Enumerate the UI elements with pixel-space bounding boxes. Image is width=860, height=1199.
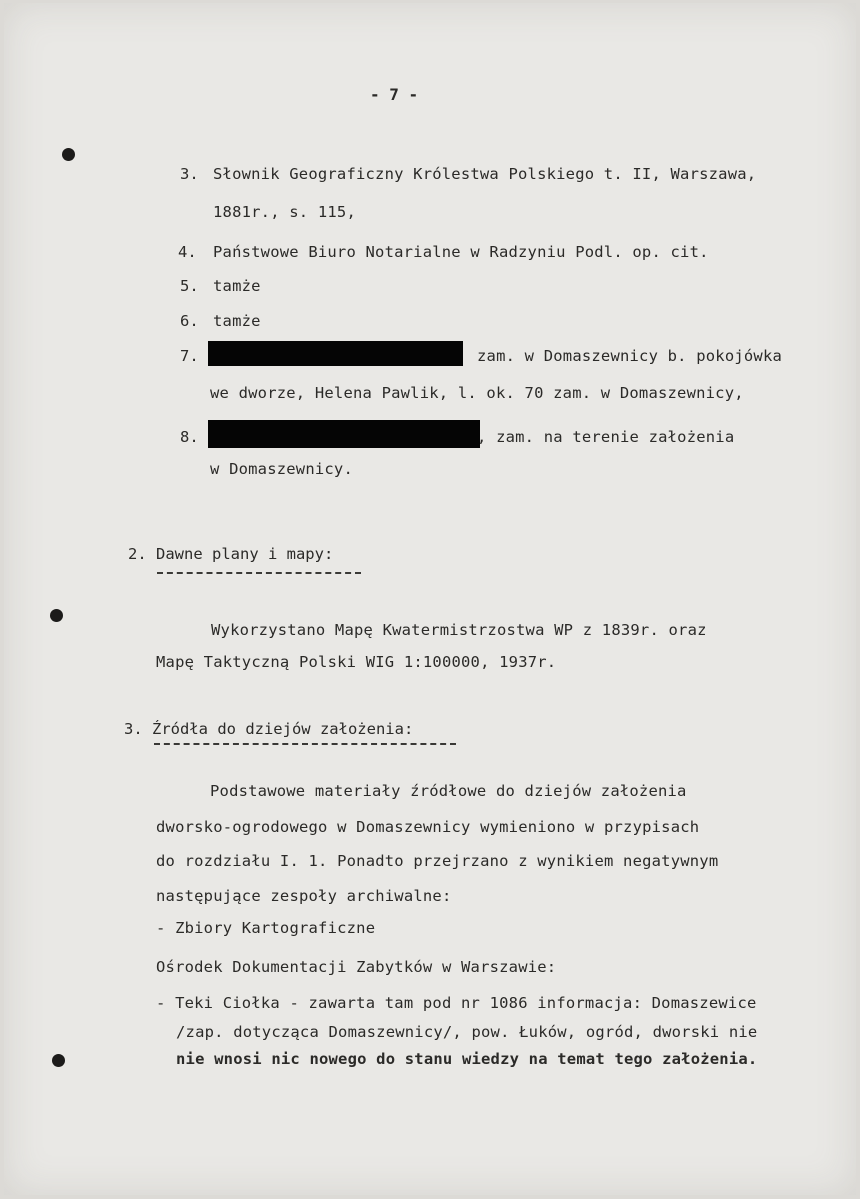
body-text-line: nie wnosi nic nowego do stanu wiedzy na temat tego założenia.	[176, 1050, 758, 1068]
footnote-text: tamże	[213, 277, 261, 295]
body-text-line: Wykorzystano Mapę Kwatermistrzostwa WP z 1839r. oraz	[211, 621, 707, 639]
body-text-line: - Zbiory Kartograficzne	[156, 919, 376, 937]
body-text-line: Podstawowe materiały źródłowe do dziejów założenia	[210, 782, 687, 800]
footnote-text: tamże	[213, 312, 261, 330]
footnote-number: 6.	[180, 312, 199, 330]
footnote-text: w Domaszewnicy.	[210, 460, 353, 478]
footnote-number: 7.	[180, 347, 199, 365]
redaction-bar	[208, 341, 463, 366]
heading-underline	[157, 572, 361, 574]
footnote-text: , zam. na terenie założenia	[477, 428, 735, 446]
heading-underline	[154, 743, 456, 745]
document-page	[4, 3, 856, 1195]
body-text-line: Mapę Taktyczną Polski WIG 1:100000, 1937r.	[156, 653, 557, 671]
footnote-text: zam. w Domaszewnicy b. pokojówka	[477, 347, 783, 365]
punch-hole-mark	[62, 148, 75, 161]
footnote-text: we dworze, Helena Pawlik, l. ok. 70 zam. w Domaszewnicy,	[210, 384, 744, 402]
body-text-line: dworsko-ogrodowego w Domaszewnicy wymieniono w przypisach	[156, 818, 700, 836]
page-number: - 7 -	[370, 85, 419, 104]
footnote-text: Państwowe Biuro Notarialne w Radzyniu Podl. op. cit.	[213, 243, 709, 261]
body-text-line: - Teki Ciołka - zawarta tam pod nr 1086 informacja: Domaszewice	[156, 994, 757, 1012]
punch-hole-mark	[50, 609, 63, 622]
section-heading: 2. Dawne plany i mapy:	[128, 545, 334, 563]
body-text-line: do rozdziału I. 1. Ponadto przejrzano z wynikiem negatywnym	[156, 852, 719, 870]
body-text-line: następujące zespoły archiwalne:	[156, 887, 452, 905]
footnote-text: 1881r., s. 115,	[213, 203, 356, 221]
footnote-number: 3.	[180, 165, 199, 183]
redaction-bar	[208, 420, 480, 448]
footnote-text: Słownik Geograficzny Królestwa Polskiego t. II, Warszawa,	[213, 165, 757, 183]
footnote-number: 8.	[180, 428, 199, 446]
punch-hole-mark	[52, 1054, 65, 1067]
body-text-line: Ośrodek Dokumentacji Zabytków w Warszawie:	[156, 958, 557, 976]
body-text-line: /zap. dotycząca Domaszewnicy/, pow. Łuków, ogród, dworski nie	[176, 1023, 758, 1041]
footnote-number: 4.	[178, 243, 197, 261]
section-heading: 3. Źródła do dziejów założenia:	[124, 720, 414, 738]
footnote-number: 5.	[180, 277, 199, 295]
